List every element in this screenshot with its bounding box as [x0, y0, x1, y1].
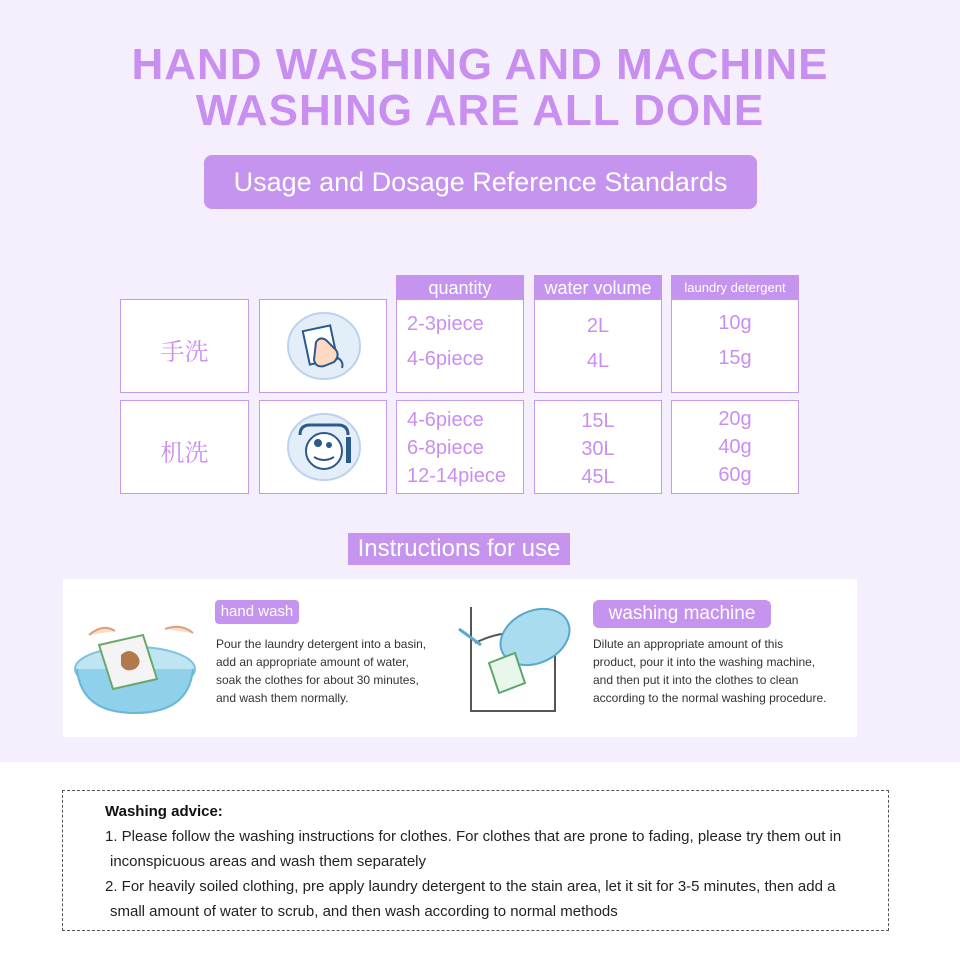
water-value: 30L: [581, 438, 615, 460]
row-machine-wash-detergent-cell: [671, 400, 799, 494]
water-value: 15L: [581, 410, 615, 432]
water-value: 4L: [586, 350, 610, 372]
description-line: Dilute an appropriate amount of this: [593, 637, 784, 651]
washing-advice-box: [62, 790, 889, 931]
row-machine-wash-quantity-cell: [396, 400, 524, 494]
description-line: and then put it into the clothes to clean: [593, 673, 799, 687]
detergent-value: 20g: [718, 408, 752, 430]
description-line: soak the clothes for about 30 minutes,: [216, 673, 419, 687]
row-machine-wash-water-cell: [534, 400, 662, 494]
row-hand-wash-quantity-cell: [396, 299, 524, 393]
description-line: add an appropriate amount of water,: [216, 655, 409, 669]
subtitle-banner: Usage and Dosage Reference Standards: [204, 155, 757, 209]
washing-machine-illustration: [455, 603, 583, 715]
advice-line: small amount of water to scrub, and then wash according to normal methods: [110, 903, 618, 920]
quantity-value: 6-8piece: [407, 437, 484, 459]
instructions-panel: [63, 579, 857, 737]
description-line: Pour the laundry detergent into a basin,: [216, 637, 427, 651]
hand-wash-basin-illustration: [69, 599, 211, 719]
advice-line: 2. For heavily soiled clothing, pre apply laundry detergent to the stain area, let it sit for 3-5 minutes, then add a: [105, 878, 836, 895]
hand-wash-label: 手洗: [160, 339, 209, 366]
row-hand-wash-label-cell: [120, 299, 249, 393]
washing-machine-tag: washing machine: [593, 600, 771, 628]
quantity-value: 12-14piece: [407, 465, 506, 487]
quantity-value: 2-3piece: [407, 313, 484, 335]
row-hand-wash-water-cell: [534, 299, 662, 393]
header-water-volume: water volume: [534, 275, 662, 301]
row-machine-wash-icon-cell: [259, 400, 387, 494]
row-machine-wash-label-cell: [120, 400, 249, 494]
detergent-value: 15g: [718, 347, 752, 369]
quantity-value: 4-6piece: [407, 348, 484, 370]
advice-line: 1. Please follow the washing instructions for clothes. For clothes that are prone to fading, please try them out in: [105, 828, 842, 845]
headline-line-1: HAND WASHING AND MACHINE: [131, 40, 829, 89]
header-laundry-detergent: laundry detergent: [671, 275, 799, 301]
detergent-value: 10g: [718, 312, 752, 334]
water-value: 45L: [581, 466, 615, 488]
machine-wash-icon: [286, 413, 362, 481]
headline-line-2: WASHING ARE ALL DONE: [195, 86, 765, 135]
page-headline: [0, 42, 960, 134]
instructions-title: Instructions for use: [348, 533, 570, 565]
water-value: 2L: [586, 315, 610, 337]
advice-line: inconspicuous areas and wash them separately: [110, 853, 427, 870]
detergent-value: 60g: [718, 464, 752, 486]
row-hand-wash-icon-cell: [259, 299, 387, 393]
description-line: product, pour it into the washing machine,: [593, 655, 816, 669]
header-quantity: quantity: [396, 275, 524, 301]
row-hand-wash-detergent-cell: [671, 299, 799, 393]
hand-wash-description: [216, 635, 426, 707]
hand-wash-tag: hand wash: [215, 600, 299, 624]
detergent-value: 40g: [718, 436, 752, 458]
description-line: and wash them normally.: [216, 691, 349, 705]
washing-machine-description: [593, 635, 826, 707]
hand-wash-icon: [286, 312, 362, 380]
machine-wash-label: 机洗: [160, 440, 209, 467]
description-line: according to the normal washing procedure.: [593, 691, 827, 705]
washing-advice-title: Washing advice:: [105, 803, 223, 820]
quantity-value: 4-6piece: [407, 409, 484, 431]
